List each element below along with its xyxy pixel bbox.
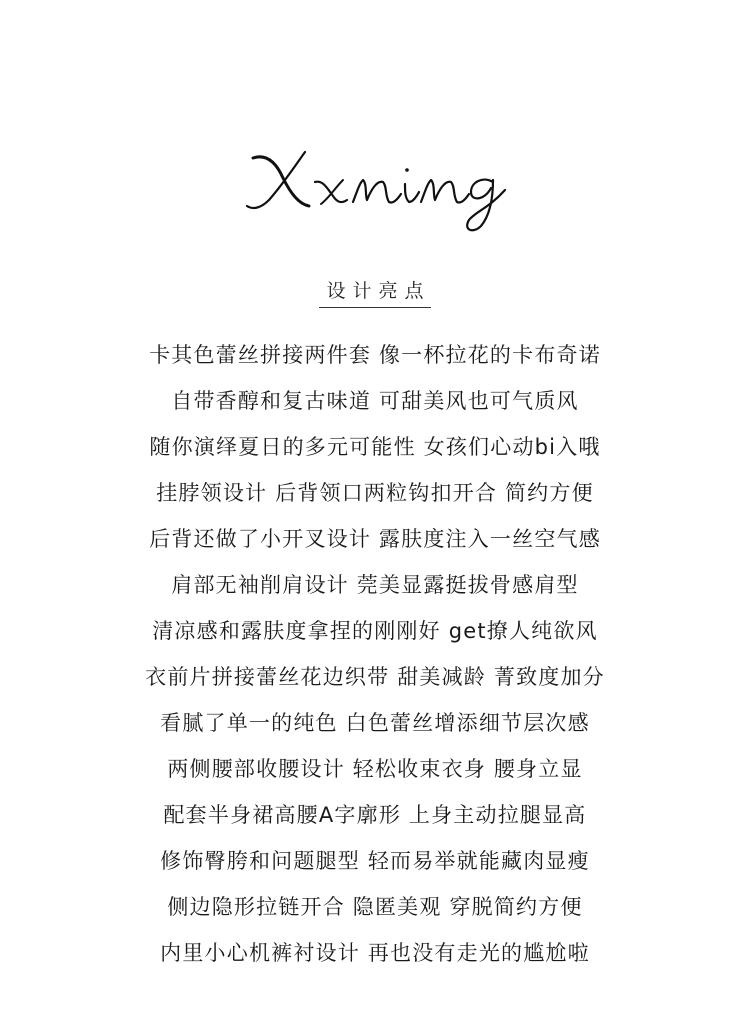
feature-line: 清凉感和露肤度拿捏的刚刚好 get撩人纯欲风 (152, 619, 598, 643)
feature-line: 挂脖领设计 后背领口两粒钩扣开合 简约方便 (156, 481, 594, 505)
brand-logo-script (235, 130, 515, 240)
section-title-text: 设计亮点 (319, 276, 430, 308)
feature-line: 修饰臀胯和问题腿型 轻而易举就能藏肉显瘦 (160, 849, 590, 873)
feature-line: 肩部无袖削肩设计 莞美显露挺拔骨感肩型 (171, 573, 579, 597)
feature-line: 配套半身裙高腰A字廓形 上身主动拉腿显高 (163, 803, 587, 827)
feature-line: 后背还做了小开叉设计 露肤度注入一丝空气感 (149, 527, 601, 551)
feature-line: 内里小心机裤衬设计 再也没有走光的尴尬啦 (160, 941, 590, 965)
feature-line: 衣前片拼接蕾丝花边织带 甜美减龄 菁致度加分 (145, 665, 605, 689)
feature-description-list (0, 332, 750, 976)
feature-line: 两侧腰部收腰设计 轻松收束衣身 腰身立显 (167, 757, 583, 781)
section-title (0, 276, 750, 308)
feature-line: 随你演绎夏日的多元可能性 女孩们心动bi入哦 (149, 435, 601, 459)
feature-line: 卡其色蕾丝拼接两件套 像一杯拉花的卡布奇诺 (149, 343, 601, 367)
brand-logo (0, 130, 750, 240)
feature-line: 自带香醇和复古味道 可甜美风也可气质风 (171, 389, 579, 413)
feature-line: 侧边隐形拉链开合 隐匿美观 穿脱简约方便 (167, 895, 583, 919)
feature-line: 看腻了单一的纯色 白色蕾丝增添细节层次感 (160, 711, 590, 735)
